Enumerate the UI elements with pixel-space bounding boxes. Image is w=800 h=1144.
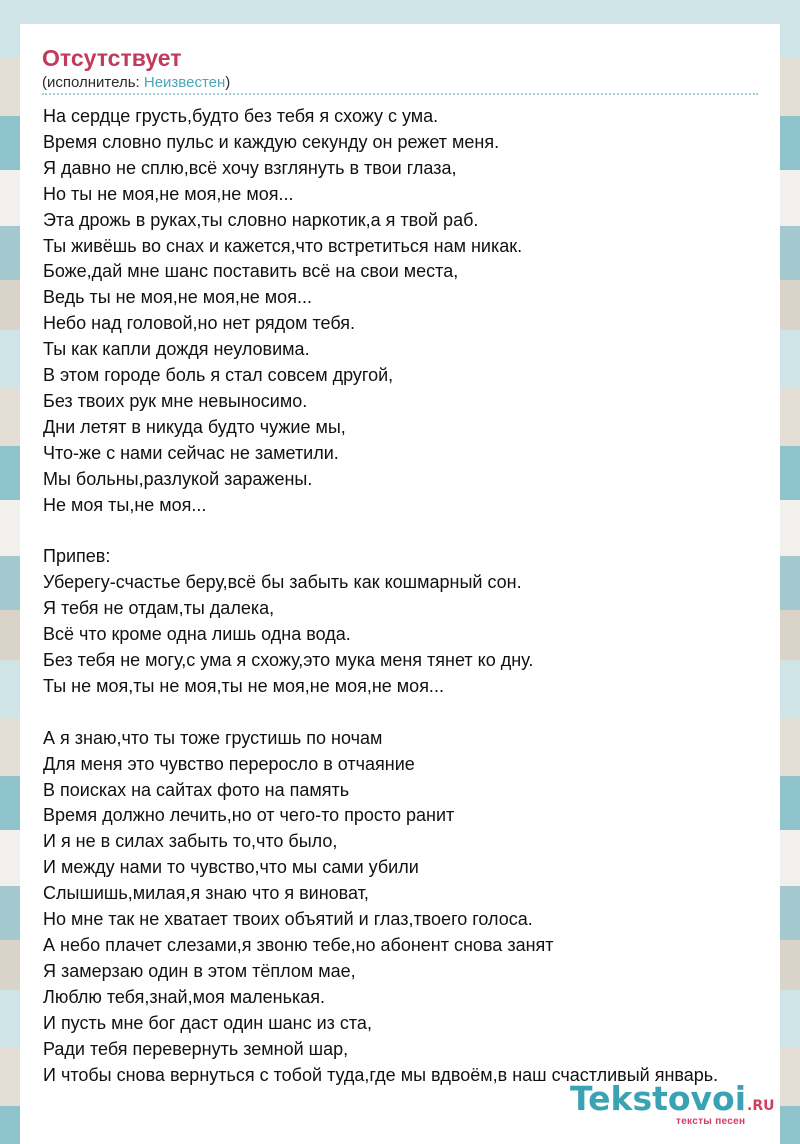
lyrics-line: Без тебя не могу,с ума я схожу,это мука меня тянет ко дну. <box>43 650 534 671</box>
lyrics-line: Мы больны,разлукой заражены. <box>43 468 313 489</box>
lyrics-line: Всё что кроме одна лишь одна вода. <box>43 624 351 645</box>
song-title: Отсутствует <box>42 45 182 71</box>
lyrics-line: Что-же с нами сейчас не заметили. <box>43 442 339 463</box>
lyrics-line: Без твоих рук мне невыносимо. <box>43 390 308 411</box>
lyrics-line: Боже,дай мне шанс поставить всё на свои места, <box>43 261 459 282</box>
lyrics-line: Время словно пульс и каждую секунду он режет меня. <box>43 131 500 152</box>
watermark-logo-text: Tekstovoi <box>570 1079 747 1118</box>
lyrics-line: И между нами то чувство,что мы сами убили <box>43 857 419 878</box>
lyrics-line: Ты живёшь во снах и кажется,что встретиться нам никак. <box>43 235 523 256</box>
lyrics-line: На сердце грусть,будто без тебя я схожу с ума. <box>43 106 439 126</box>
lyrics-text <box>43 104 800 1088</box>
lyrics-blank-line <box>43 700 800 726</box>
lyrics-line: Ради тебя перевернуть земной шар, <box>43 1038 349 1059</box>
lyrics-line: Дни летят в никуда будто чужие мы, <box>43 416 346 437</box>
lyrics-line: Эта дрожь в руках,ты словно наркотик,а я твой раб. <box>43 209 479 230</box>
artist-line <box>42 73 230 93</box>
lyrics-line: Ведь ты не моя,не моя,не моя... <box>43 287 312 308</box>
song-header <box>42 44 230 93</box>
lyrics-blank-line <box>43 519 800 545</box>
lyrics-line: Небо над головой,но нет рядом тебя. <box>43 313 356 334</box>
lyrics-line: Я давно не сплю,всё хочу взглянуть в твои глаза, <box>43 157 457 178</box>
watermark-tld: .RU <box>747 1098 775 1114</box>
lyrics-line: Припев: <box>43 546 111 567</box>
lyrics-line: Время должно лечить,но от чего-то просто ранит <box>43 805 455 826</box>
lyrics-line: Но мне так не хватает твоих объятий и глаз,твоего голоса. <box>43 909 533 930</box>
header-divider <box>42 93 758 95</box>
lyrics-line: В поисках на сайтах фото на память <box>43 779 350 800</box>
artist-link[interactable]: Неизвестен <box>143 74 226 91</box>
lyrics-line: Уберегу-счастье беру,всё бы забыть как кошмарный сон. <box>43 572 522 593</box>
lyrics-line: Люблю тебя,знай,моя маленькая. <box>43 986 325 1007</box>
lyrics-line: Но ты не моя,не моя,не моя... <box>43 183 294 204</box>
artist-prefix: (исполнитель: <box>42 74 144 91</box>
lyrics-line: И чтобы снова вернуться с тобой туда,где мы вдвоём,в наш счастливый январь. <box>43 1064 719 1085</box>
lyrics-line: Я тебя не отдам,ты далека, <box>43 598 275 619</box>
lyrics-line: Для меня это чувство переросло в отчаяние <box>43 753 415 774</box>
lyrics-line: А небо плачет слезами,я звоню тебе,но абонент снова занят <box>43 935 554 955</box>
lyrics-line: В этом городе боль я стал совсем другой, <box>43 365 394 386</box>
site-watermark <box>570 1079 775 1127</box>
lyrics-line: Не моя ты,не моя... <box>43 494 207 515</box>
lyrics-line: И пусть мне бог даст один шанс из ста, <box>43 1012 372 1033</box>
lyrics-line: Ты не моя,ты не моя,ты не моя,не моя,не моя... <box>43 675 444 696</box>
lyrics-line: А я знаю,что ты тоже грустишь по ночам <box>43 727 383 748</box>
watermark-tagline: тексты песен <box>676 1116 746 1127</box>
lyrics-line: И я не в силах забыть то,что было, <box>43 831 338 852</box>
lyrics-line: Я замерзаю один в этом тёплом мае, <box>43 960 356 981</box>
artist-suffix: ) <box>225 74 231 91</box>
lyrics-line: Ты как капли дождя неуловима. <box>43 339 310 360</box>
lyrics-line: Слышишь,милая,я знаю что я виноват, <box>43 883 369 904</box>
